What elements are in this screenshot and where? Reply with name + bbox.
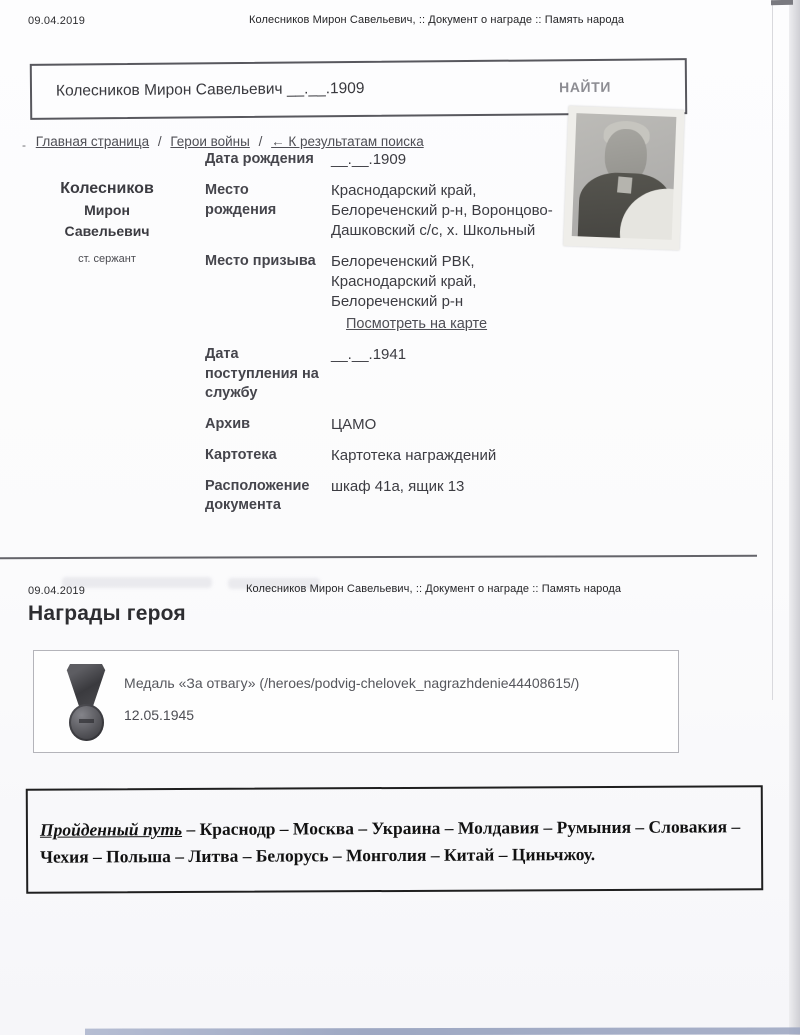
- veteran-photo-image: [572, 113, 677, 240]
- route-note-rest: – Краснодр – Москва – Украина – Молдавия – Румыния – Словакия – Чехия – Польша – Литва – Белорусь – Монголия – Китай – Циньчжоу.: [40, 816, 741, 867]
- print-date-page2: 09.04.2019: [28, 585, 86, 597]
- search-input[interactable]: [32, 77, 557, 102]
- record-fields: [205, 150, 555, 527]
- field-row-birth-date: [205, 150, 555, 170]
- field-label: Архив: [205, 415, 251, 432]
- breadcrumb-link-back-to-results[interactable]: ← К результатам поиска: [271, 134, 424, 149]
- scan-edge-band: [789, 0, 800, 1035]
- field-row-conscription-place: [205, 252, 555, 334]
- print-date-page1: 09.04.2019: [28, 15, 86, 27]
- person-first-name: Мирон: [84, 202, 130, 218]
- breadcrumb-link-home[interactable]: Главная страница: [35, 134, 150, 149]
- field-value-text: Белореченский РВК, Краснодарский край, Белореченский р-н: [331, 253, 477, 310]
- person-rank: ст. сержант: [78, 253, 136, 265]
- field-row-service-start-date: [205, 345, 555, 404]
- field-label: Дата поступления на службу: [205, 346, 319, 401]
- field-row-document-location: [205, 477, 555, 516]
- document-title-page1: Колесников Мирон Савельевич, :: Документ о награде :: Память народа: [249, 14, 625, 26]
- find-button[interactable]: НАЙТИ: [557, 75, 613, 99]
- breadcrumb-separator: /: [157, 134, 162, 149]
- field-value: шкаф 41а, ящик 13: [331, 477, 465, 495]
- field-value: [331, 252, 555, 334]
- page-break-line: [0, 555, 757, 559]
- field-value: __.__.1909: [331, 151, 407, 168]
- scan-corner-mark: [771, 0, 793, 5]
- breadcrumb-marker: -: [22, 138, 26, 152]
- person-surname: Колесников: [60, 180, 154, 197]
- award-details: [124, 675, 664, 723]
- award-date: 12.05.1945: [124, 707, 195, 723]
- document-title-page2: Колесников Мирон Савельевич, :: Документ о награде :: Память народа: [246, 583, 622, 595]
- field-row-birth-place: [205, 181, 555, 241]
- scan-edge-line: [772, 0, 773, 700]
- person-card: [24, 178, 190, 265]
- field-value: __.__.1941: [331, 346, 407, 363]
- field-label: Место призыва: [205, 253, 316, 269]
- award-title-link[interactable]: Медаль «За отвагу» (/heroes/podvig-chelovek_nagrazhdenie44408615/): [124, 675, 580, 691]
- veteran-photo: [563, 106, 684, 250]
- field-value: ЦАМО: [331, 415, 377, 433]
- breadcrumb-link-heroes[interactable]: Герои войны: [170, 134, 250, 149]
- breadcrumb: [22, 134, 424, 152]
- field-value: Картотека награждений: [331, 446, 497, 464]
- field-label: Расположение документа: [205, 477, 310, 513]
- field-row-card-index: [205, 446, 555, 466]
- field-label: Картотека: [205, 446, 277, 463]
- view-on-map-link[interactable]: Посмотреть на карте: [346, 316, 488, 332]
- field-value: Краснодарский край, Белореченский р-н, Воронцово-Дашковский с/с, х. Школьный: [331, 182, 553, 239]
- route-note-text: [28, 787, 761, 871]
- route-note-lead: Пройденный путь: [39, 819, 183, 840]
- field-label: Дата рождения: [205, 151, 314, 167]
- medal-za-otvagu-icon: [62, 664, 110, 742]
- next-page-edge-strip: [85, 1027, 800, 1035]
- awards-section-title: Награды героя: [28, 602, 186, 625]
- field-row-archive: [205, 415, 555, 435]
- route-note-box: [26, 785, 764, 894]
- field-label: Место рождения: [205, 182, 277, 218]
- award-item: [33, 650, 679, 753]
- breadcrumb-separator: /: [258, 134, 263, 149]
- person-patronymic: Савельевич: [64, 223, 150, 239]
